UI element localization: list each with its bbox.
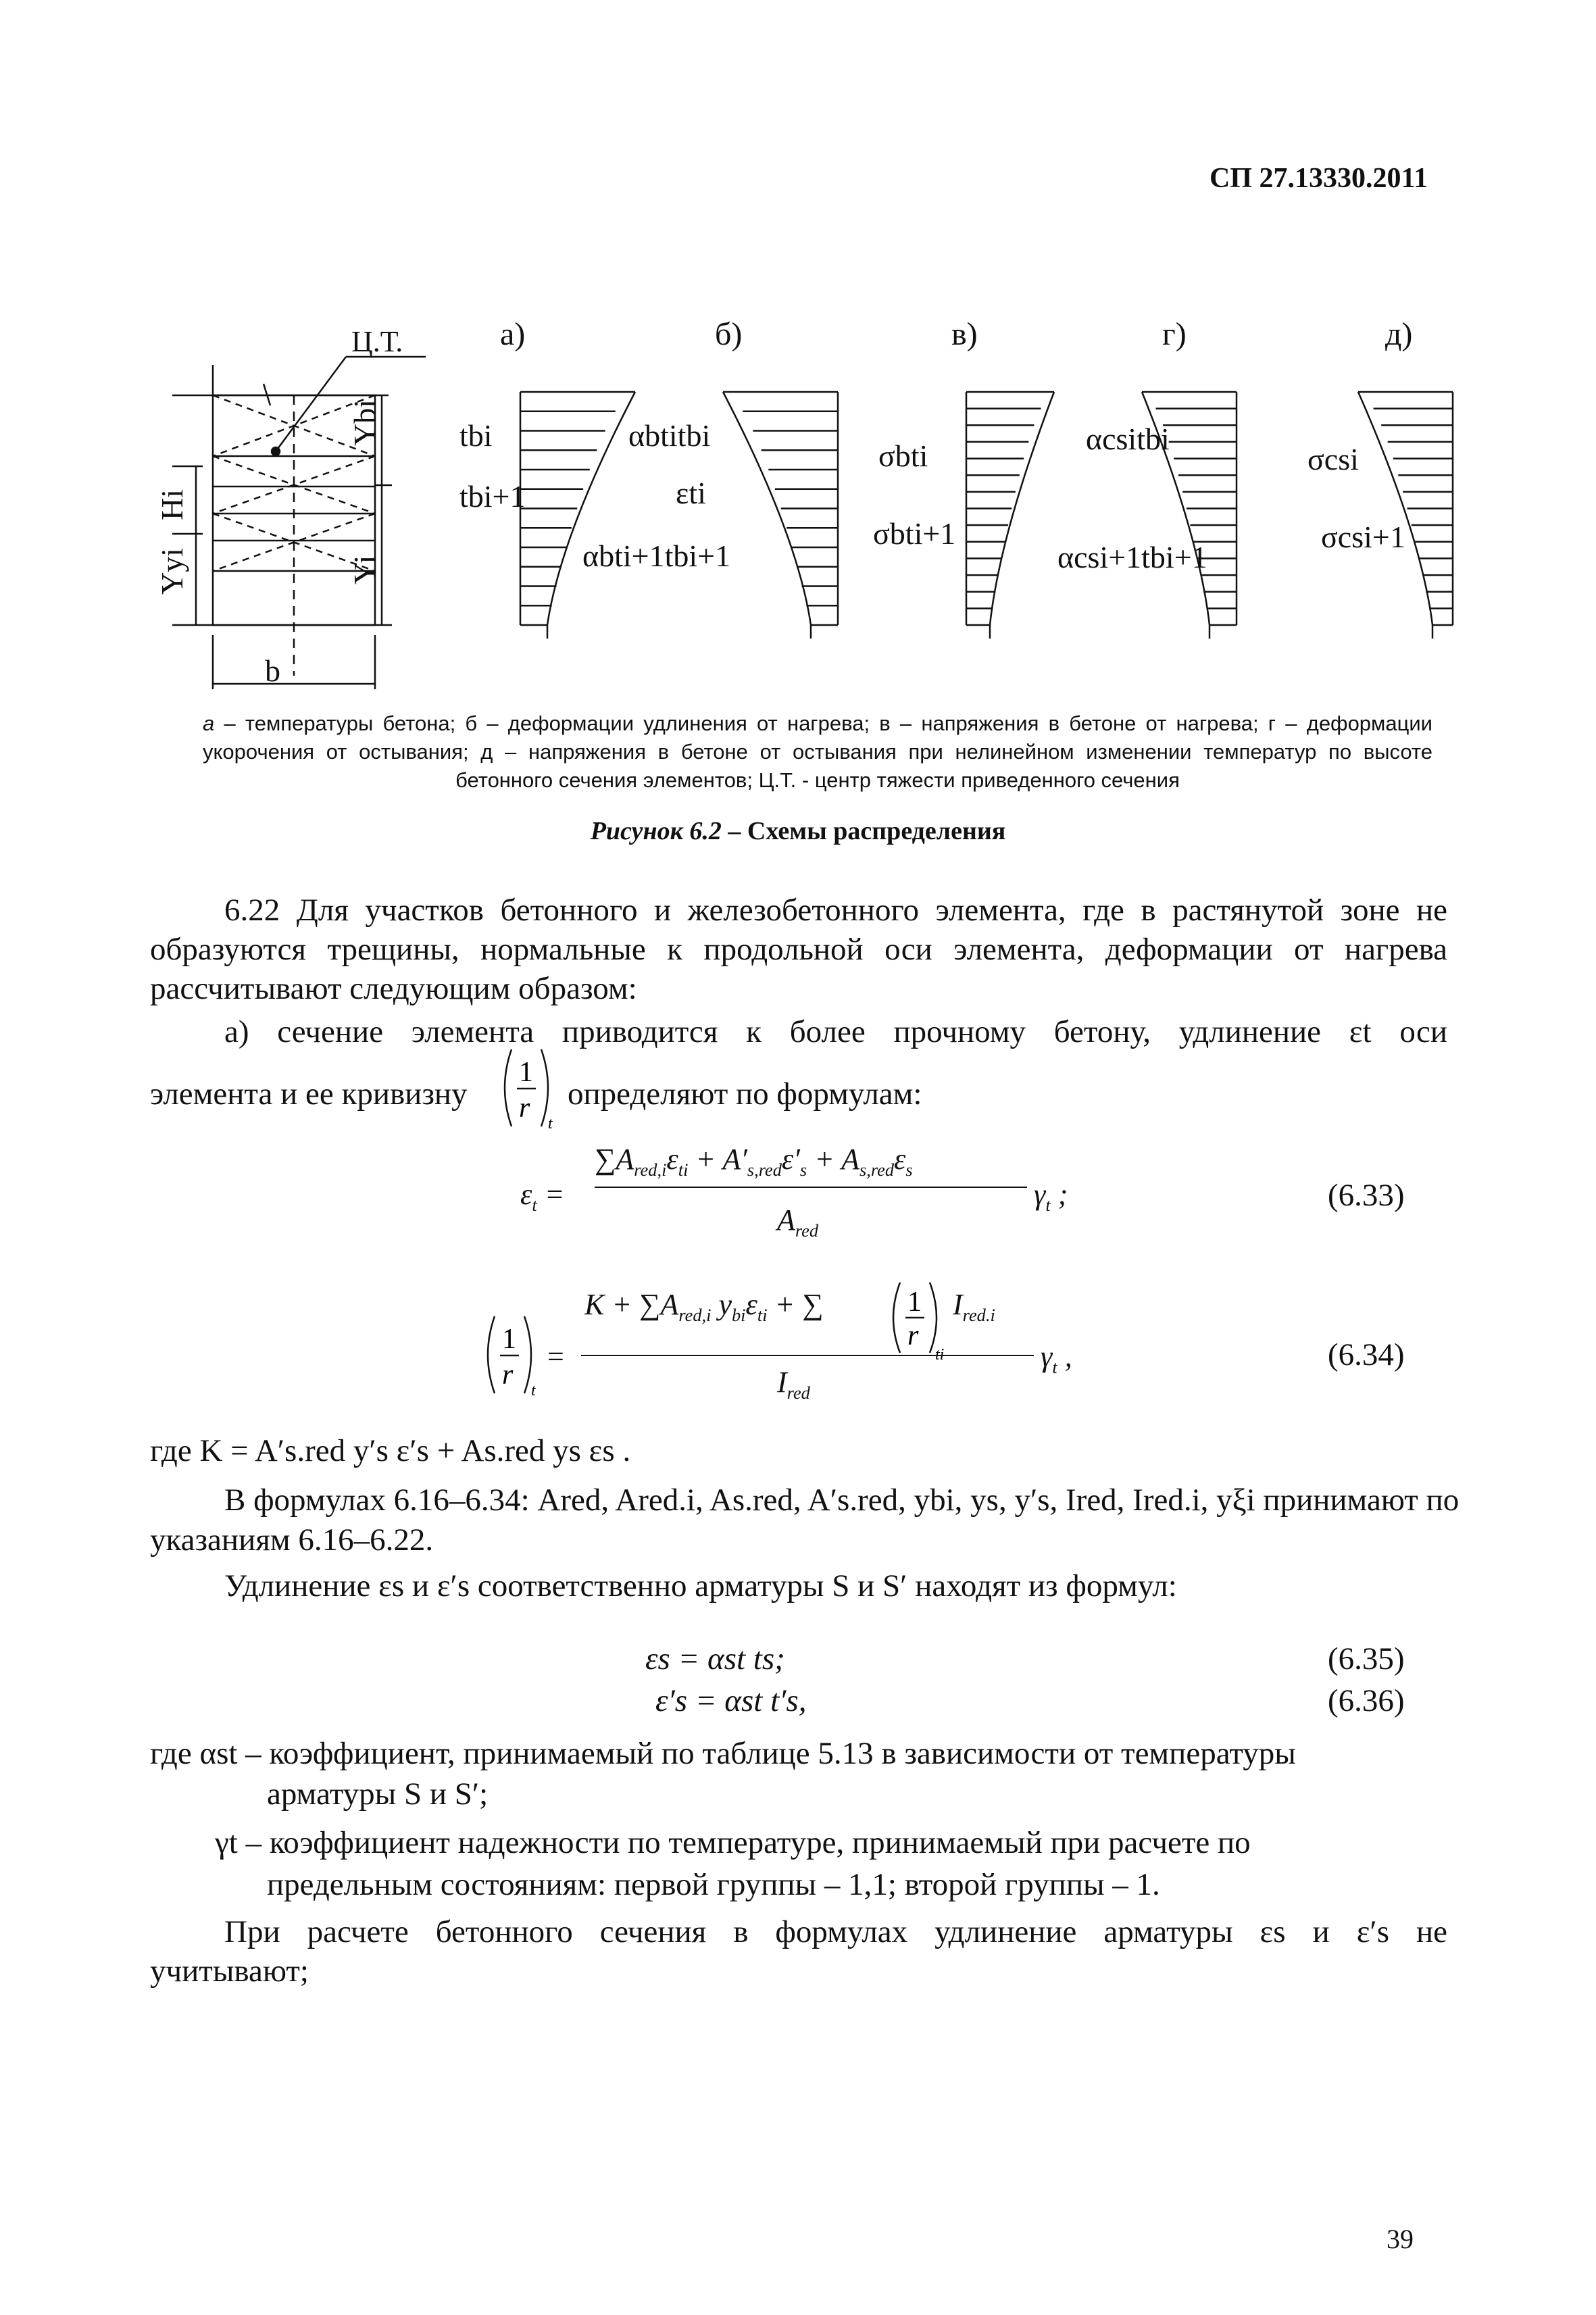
formulas-line-1: В формулах 6.16–6.34: Ared, Ared.i, As.red, A′s.red, ybi, ys, y′s, Ired, Ired.i, yξi принимают по [224, 1483, 1460, 1518]
dim-yyi: Yyi [155, 548, 189, 595]
svg-text:1: 1 [502, 1324, 516, 1355]
dim-ybi: Ybi [347, 399, 382, 446]
centroid-label: Ц.Т. [351, 325, 403, 358]
last-paragraph-line-2: учитывают; [150, 1953, 309, 1989]
label-acsi1-tbi1: αcsi+1tbi+1 [1057, 540, 1207, 574]
equation-number-6-33: (6.33) [1328, 1178, 1405, 1213]
label-abti1-tbi1: αbti+1tbi+1 [582, 539, 731, 573]
paragraph-6-22: 6.22 Для участков бетонного и железобетонного элемента, где в растянутой зоне не образуются трещины, нормальные к продольной оси элемента, деформации от нагрева рассчитывают следующим образом: [150, 893, 1447, 1006]
svg-text:r: r [907, 1320, 919, 1351]
label-tbi: tbi [459, 418, 493, 453]
diagram-labels [459, 418, 1405, 574]
formulas-line-2: указаниям 6.16–6.22. [150, 1522, 434, 1558]
label-eti: εti [676, 476, 706, 510]
label-scsi: σcsi [1307, 442, 1359, 476]
panel-label-a: а) [500, 316, 526, 352]
page-number: 39 [1387, 2224, 1414, 2254]
equation-number-6-34: (6.34) [1328, 1337, 1405, 1372]
where-alpha-line-1: где αst – коэффициент, принимаемый по таблице 5.13 в зависимости от температуры [150, 1736, 1296, 1771]
panel-labels [500, 316, 1412, 352]
gamma-line-1: γt – коэффициент надежности по температуре, принимаемый при расчете по [215, 1825, 1251, 1860]
formula-6-33: $\varepsilon_t$ = $\sum A_{red,i}\varepsilon_{ti} + A'_{s,red}\varepsilon'_s + A_{s,red}\varepsilon_s$ $A_{red}$ $\gamma_t$ ; [520, 1143, 1068, 1241]
panel-label-e: д) [1385, 316, 1413, 352]
label-abti-tbi: αbtitbi [628, 418, 711, 453]
paragraph-a-line2-right: определяют по формулам: [568, 1076, 922, 1112]
svg-text:1: 1 [519, 1057, 533, 1088]
dim-hi: Hi [155, 489, 189, 520]
last-paragraph-line-1: При расчете бетонного сечения в формулах удлинение арматуры εs и ε′s не [224, 1914, 1447, 1949]
dim-b: b [265, 653, 280, 688]
svg-text:r: r [519, 1093, 530, 1124]
cross-section-drawing [155, 325, 426, 689]
label-tbi1: tbi+1 [459, 479, 526, 514]
svg-text:ti: ti [935, 1346, 945, 1364]
formula-6-35: εs = αst ts; [645, 1641, 785, 1676]
equation-number-6-36: (6.36) [1328, 1683, 1405, 1718]
label-sbti: σbti [878, 439, 928, 473]
label-scsi1: σcsi+1 [1321, 520, 1405, 554]
paragraph-a-line1: а) сечение элемента приводится к более прочному бетону, удлинение εt оси [224, 1014, 1447, 1049]
figure-title: Рисунок 6.2 – Схемы распределения [590, 817, 1006, 845]
curvature-fraction-inline [497, 1044, 557, 1139]
svg-text:1: 1 [907, 1287, 922, 1318]
svg-text:r: r [502, 1360, 514, 1391]
where-alpha-line-2: арматуры S и S′; [267, 1776, 489, 1812]
svg-text:t: t [548, 1115, 553, 1132]
document-code: СП 27.13330.2011 [1210, 163, 1428, 194]
dim-yi: Yi [347, 555, 382, 584]
label-sbti1: σbti+1 [873, 516, 956, 551]
formula-6-36: ε′s = αst t′s, [655, 1683, 807, 1718]
panel-label-b: б) [715, 316, 743, 352]
figure-6-2-diagram [0, 0, 1596, 710]
svg-text:t: t [531, 1382, 536, 1399]
equation-number-6-35: (6.35) [1328, 1641, 1405, 1676]
elongation-line: Удлинение εs и ε′s соответственно арматуры S и S′ находят из формул: [224, 1568, 1177, 1603]
label-acsi-tbi: αcsitbi [1086, 422, 1170, 456]
paragraph-a-line2-left: элемента и ее кривизну [150, 1076, 468, 1112]
figure-caption-note: а – температуры бетона; б – деформации удлинения от нагрева; в – напряжения в бетоне от нагрева; г – деформации укорочения от остывания; д – напряжения в бетоне от остывания при нелинейном изменении температур по высоте бетонного сечения элементов; Ц.Т. - центр тяжести приведенного сечения [203, 712, 1432, 792]
gamma-line-2: предельным состояниям: первой группы – 1,1; второй группы – 1. [267, 1867, 1160, 1902]
formula-6-34: 1 r t = $K + \sum A_{red,i}$ $y_{bi}\varepsilon_{ti}$ + ∑ 1 r ti $I_{red.i}$ $I_{red}$ $\gamma_t$ , [480, 1277, 1122, 1433]
panel-label-d: г) [1162, 316, 1187, 352]
panel-label-c: в) [951, 316, 978, 352]
where-k-definition: где K = A′s.red y′s ε′s + As.red ys εs . [150, 1433, 631, 1468]
